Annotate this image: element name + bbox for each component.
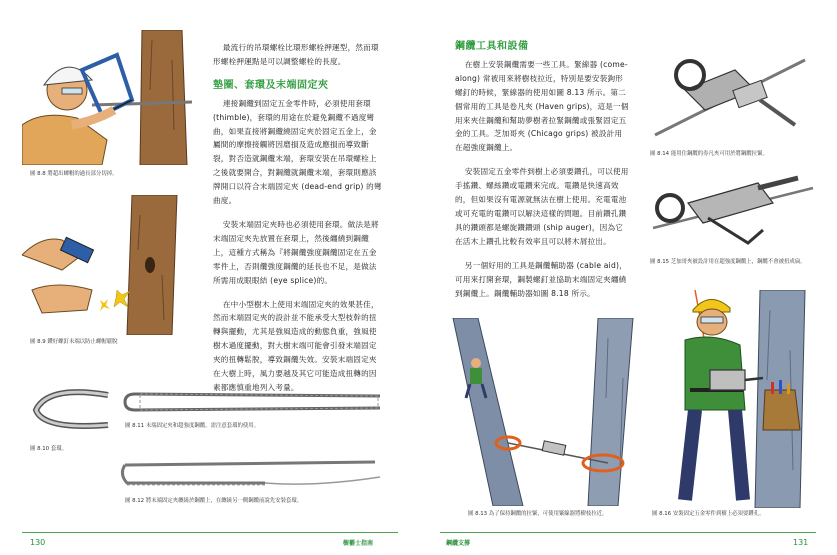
paragraph-2: 安裝末端固定夾時也必須使用套環。做法是將末端固定夾先放置在套環上，然後纏繞到鋼纜上，這種方式稱為『將鋼纜強度鋼纜固定在五金零件上，否則纜強度鋼纜的延長也不足，是做法所需用成眼眼結 (eye splice)的。	[213, 219, 379, 285]
caption-fig-8-13: 圖 8.13 為了保持鋼纜的拉緊，可使用緊線器將樹枝拉近。	[468, 511, 608, 517]
right-footer-title: 鋼纜支撐	[446, 540, 471, 547]
paragraph-3: 在中小型樹木上使用末端固定夾的效果甚佳，然而末端固定夾的設計並不能承受大型枝幹的扭轉與擺動，尤其是強風造成的動態負重，強風使樹木過度擺動，對大樹末端可能會引發末端固定夾的扭轉鬆脫，導致鋼纜失效。安裝末端固定夾在大樹上時，風力要越及其它可能造成扭轉的因素都應慎重地列入考量。	[213, 299, 379, 392]
caption-fig-8-10: 圖 8.10 套環。	[30, 446, 67, 452]
caption-fig-8-14: 圖 8.14 能用住鋼纜的券凡夾可用於將鋼纜拉緊。	[650, 151, 768, 157]
caption-fig-8-12: 圖 8.12 將末端固定夾纏繞於鋼纜上，在纏繞另一側鋼纜前說先安裝套環。	[125, 498, 303, 504]
caption-fig-8-9: 圖 8.9 鑽好螺釘末端以防止螺帽鬆脫	[30, 339, 118, 345]
section-heading-thimble: 墊圈、套環及末端固定夾	[213, 79, 329, 91]
right-page-number: 131	[793, 538, 809, 547]
left-footer-rule	[22, 532, 398, 533]
figure-8-9	[22, 195, 192, 335]
figure-8-8	[22, 30, 192, 165]
right-footer-rule	[440, 532, 816, 533]
right-paragraph-2: 安裝固定五金零件到樹上必須要鑽孔，可以使用手搖鑽、螺絲鑽或電鑽來完成。電鑽是快速高效的，但如果沒有電源就無法在樹上使用。充電電池或可充電的電鑽可以解決這樣的問題。目前鑽孔鑽具的鑽頭都是螺旋鑽鑽頭 (ship auger)，因為它在活木上鑽孔比較有效率且可以將木屑拉出。	[455, 167, 629, 246]
intro-paragraph: 最流行的吊環螺栓比環形螺栓押運型，然而環形螺栓押運點是可以調整螺栓的長度。	[213, 43, 379, 66]
figure-8-15	[648, 168, 818, 253]
caption-fig-8-8: 圖 8.8 將超出螺帽的過長部分切掉。	[30, 171, 118, 177]
caption-fig-8-11: 圖 8.11 末端固定夾和超強度鋼纜，需注意套環的使用。	[125, 423, 260, 429]
paragraph-1: 連接鋼纜到固定五金零件時，必須使用套環(thimble)，套環的用途在於避免鋼纜不過度彎曲，如果直接將鋼纜繞固定夾於固定五金上，金屬間的摩擦接觸將因磨損及造成應損而導致斷裂，對否造就鋼纜末端，套環安裝在吊環螺栓上之後就要開合，對鋼纜就鋼纜末端，套環則應該牌開口以符合末端固定夾 (dead-end grip) 的彎曲度。	[213, 98, 382, 206]
caption-fig-8-15: 圖 8.15 芝加哥夾被設計用在超強度鋼纜上，鋼纜不會被扭成扁。	[650, 259, 806, 265]
figure-8-16	[655, 290, 815, 508]
left-footer-title: 樹藝士指南	[343, 540, 374, 547]
right-paragraph-3: 另一個好用的工具是鋼纜輔助器 (cable aid)，可用來打開套環，鋼製螺釘並協助末端固定夾纏繞到鋼纜上。鋼纜輔助器如圖 8.18 所示。	[455, 260, 627, 298]
figure-8-12	[115, 457, 385, 492]
figure-8-13	[448, 318, 638, 506]
figure-8-11	[120, 390, 385, 415]
right-paragraph-1: 在樹上安裝鋼纜需要一些工具。緊線器 (come-along) 常被用來將樹枝拉近，特別是要安裝鉤形螺釘的時候，緊線器的使用如圖 8.13 所示。第二個常用的工具是卷凡夾 (Haven grips)，這是一個用來夾住鋼纜和幫助夢樹者拉緊鋼纜或張緊固定五金的工具。芝加哥夾 (Chicago grips) 被設計用在超強度鋼纜上。	[455, 59, 629, 153]
caption-fig-8-16: 圖 8.16 安裝固定五金零件到樹上必須要鑽孔。	[652, 511, 765, 517]
left-text-column	[213, 41, 383, 405]
figure-8-10	[28, 385, 113, 440]
section-heading-tools: 鋼纜工具和設備	[455, 41, 529, 52]
figure-8-14	[645, 45, 815, 145]
right-text-column	[455, 40, 630, 310]
left-page-number: 130	[30, 538, 46, 547]
